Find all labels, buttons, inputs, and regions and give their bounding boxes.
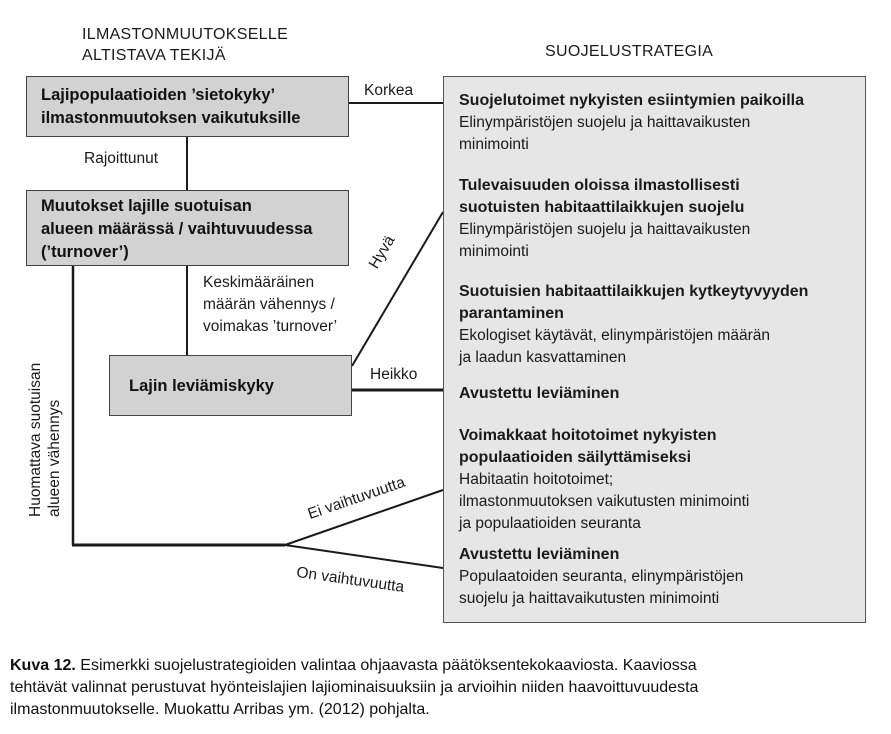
strategy-6-line1: Populaatoiden seuranta, elinympäristöjen: [459, 568, 744, 585]
strategy-3: [459, 281, 864, 369]
strategy-6-title: Avustettu leviäminen: [459, 546, 620, 563]
line-hyva: [352, 212, 443, 366]
strategy-5-title: Voimakkaat hoitotoimet nykyisten: [459, 427, 717, 444]
box-sietokyky-line2: ilmastonmuutoksen vaikutuksille: [41, 109, 301, 127]
caption-text1: Esimerkki suojelustrategioiden valintaa ohjaavasta päätöksentekokaaviosta. Kaaviossa: [80, 657, 697, 674]
strategy-4-title: Avustettu leviäminen: [459, 385, 620, 402]
label-korkea: Korkea: [364, 82, 414, 99]
box-muutokset-line2: alueen määrässä / vaihtuvuudessa: [41, 220, 313, 238]
caption-label: Kuva 12.: [10, 657, 76, 674]
label-keskimaarainen: [203, 272, 337, 338]
strategy-2-title: Tulevaisuuden oloissa ilmastollisesti: [459, 177, 740, 194]
strategy-4: [459, 383, 864, 405]
strategy-1-title: Suojelutoimet nykyisten esiintymien paikoilla: [459, 92, 804, 109]
strategy-3-title2: parantaminen: [459, 305, 564, 322]
box-muutokset-line1: Muutokset lajille suotuisan: [41, 197, 252, 215]
strategy-2: [459, 175, 864, 263]
label-keski-line2: määrän vähennys /: [203, 296, 335, 313]
label-huom-line2: alueen vähennys: [46, 399, 63, 517]
strategy-2-line1: Elinympäristöjen suojelu ja haittavaikusten: [459, 221, 751, 238]
caption-line1: [10, 655, 880, 677]
box-sietokyky-line1: Lajipopulaatioiden ’sietokyky’: [41, 86, 276, 104]
strategy-5-line1: Habitaatin hoitotoimet;: [459, 471, 614, 488]
strategy-1-line1: Elinympäristöjen suojelu ja haittavaikusten: [459, 114, 751, 131]
strategy-3-line1: Ekologiset käytävät, elinympäristöjen määrän: [459, 327, 771, 344]
box-leviamiskyky-label: Lajin leviämiskyky: [129, 377, 274, 395]
strategy-1: [459, 90, 864, 156]
strategy-3-line2: ja laadun kasvattaminen: [459, 349, 627, 366]
strategy-2-line2: minimointi: [459, 243, 529, 260]
label-ei-vaihtuvuutta: Ei vaihtuvuutta: [305, 473, 408, 523]
label-heikko: Heikko: [370, 366, 418, 383]
label-keski-line1: Keskimääräinen: [203, 274, 315, 291]
strategy-3-title: Suotuisien habitaattilaikkujen kytkeytyvyyden: [459, 283, 809, 300]
box-sietokyky: [26, 76, 349, 137]
strategy-6: [459, 544, 864, 610]
label-on-vaihtuvuutta: On vaihtuvuutta: [295, 563, 406, 596]
left-header-line2: ALTISTAVA TEKIJÄ: [82, 47, 226, 64]
strategy-1-line2: minimointi: [459, 136, 529, 153]
strategy-5-line2: ilmastonmuutoksen vaikutusten minimointi: [459, 493, 750, 510]
strategy-5: [459, 425, 864, 535]
label-hyva: Hyvä: [365, 232, 399, 272]
caption-line3: ilmastonmuutokselle. Muokattu Arribas ym. (2012) pohjalta.: [10, 701, 430, 718]
strategy-5-title2: populaatioiden säilyttämiseksi: [459, 449, 692, 466]
left-header-line1: ILMASTONMUUTOKSELLE: [82, 26, 289, 43]
box-muutokset-line3: (’turnover’): [41, 243, 129, 261]
caption-line2: tehtävät valinnat perustuvat hyönteislajien lajiominaisuuksiin ja arvioihin niiden haavoittuvuudesta: [10, 679, 699, 696]
box-leviamiskyky: [109, 355, 352, 416]
label-keski-line3: voimakas ’turnover’: [203, 318, 338, 335]
label-rajoittunut: Rajoittunut: [84, 150, 159, 167]
strategy-6-line2: suojelu ja haittavaikutusten minimointi: [459, 590, 720, 607]
figure-caption: [10, 655, 880, 721]
label-huomattava: [26, 363, 64, 517]
strategy-2-title2: suotuisten habitaattilaikkujen suojelu: [459, 199, 745, 216]
strategy-5-line3: ja populaatioiden seuranta: [459, 515, 641, 532]
box-muutokset: [26, 190, 349, 266]
right-header: SUOJELUSTRATEGIA: [545, 43, 714, 60]
label-huom-line1: Huomattava suotuisan: [27, 362, 44, 517]
